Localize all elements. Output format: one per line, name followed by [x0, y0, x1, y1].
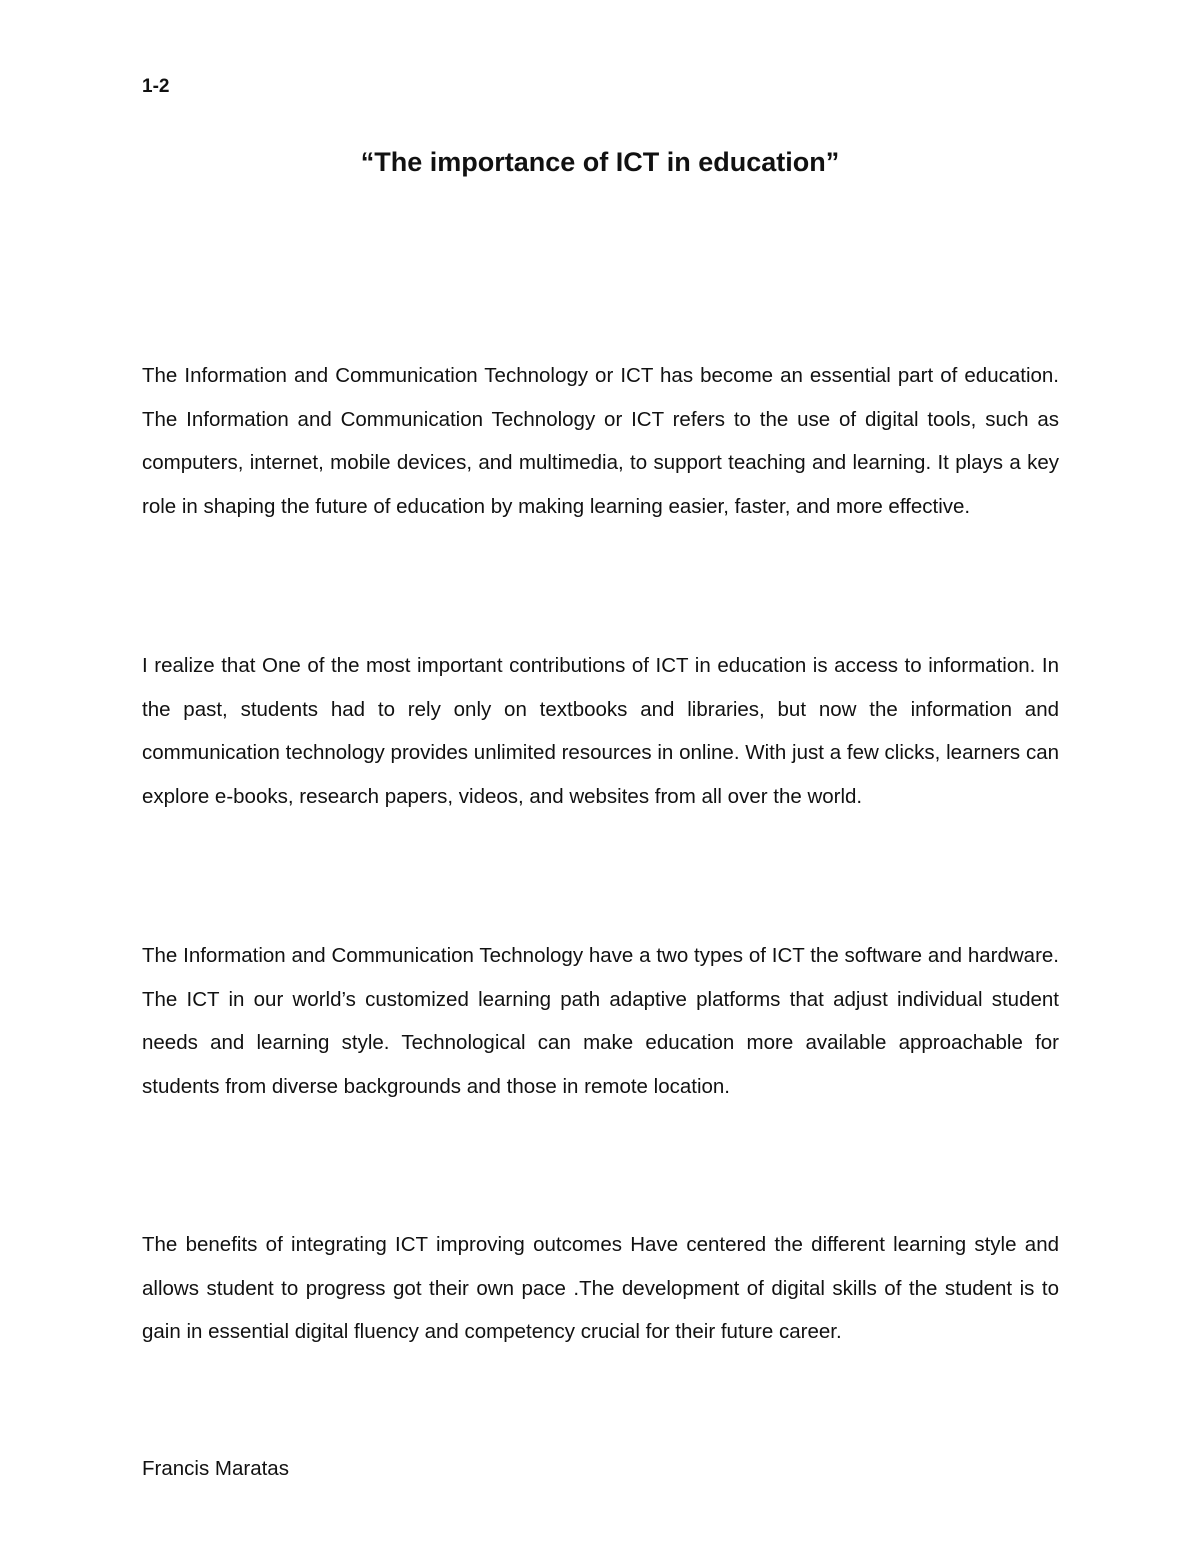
document-title: “The importance of ICT in education”: [360, 147, 840, 177]
body-paragraph-2: I realize that One of the most important contributions of ICT in education is access to information. In the past, students had to rely only on textbooks and libraries, but now the information and communication technology provides unlimited resources in online. With just a few clicks, learners can explore e-books, research papers, videos, and websites from all over the world.: [142, 654, 1059, 808]
body-paragraph-1: The Information and Communication Technology or ICT has become an essential part of education. The Information and Communication Technology or ICT refers to the use of digital tools, such as computers, internet, mobile devices, and multimedia, to support teaching and learning. It plays a key role in shaping the future of education by making learning easier, faster, and more effective.: [142, 364, 1059, 518]
body-paragraph-3: The Information and Communication Technology have a two types of ICT the software and hardware. The ICT in our world’s customized learning path adaptive platforms that adjust individual student needs and learning style. Technological can make education more available approachable for students from diverse backgrounds and those in remote location.: [142, 944, 1059, 1098]
author-name: Francis Maratas: [142, 1457, 289, 1480]
body-paragraph-4: The benefits of integrating ICT improving outcomes Have centered the different learning style and allows student to progress got their own pace .The development of digital skills of the student is to gain in essential digital fluency and competency crucial for their future career.: [142, 1233, 1059, 1343]
section-code: 1-2: [142, 76, 170, 97]
